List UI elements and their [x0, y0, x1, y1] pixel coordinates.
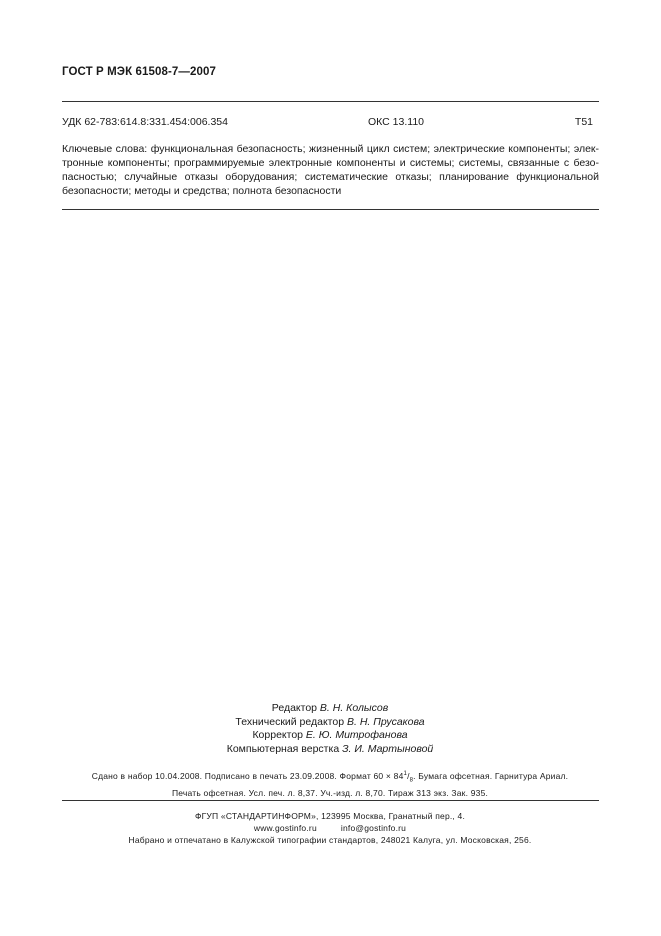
- credit-role: Корректор: [252, 729, 303, 741]
- printer-info: Набрано и отпечатано в Калужской типографии стандартов, 248021 Калуга, ул. Московская, 256.: [128, 835, 532, 845]
- publisher-address: ФГУП «СТАНДАРТИНФОРМ», 123995 Москва, Гранатный пер., 4.: [194, 811, 466, 821]
- standard-title: ГОСТ Р МЭК 61508-7—2007: [62, 66, 216, 78]
- keywords-line: пасностью; случайные отказы оборудования; систематические отказы; планирование функциональной: [62, 171, 599, 183]
- udk-code: УДК 62-783:614.8:331.454:006.354: [62, 116, 228, 128]
- credit-layout: [160, 743, 500, 757]
- credit-name: З. И. Мартыновой: [342, 742, 434, 755]
- publisher-website: www.gostinfo.ru: [253, 823, 317, 833]
- publisher-block: [40, 810, 620, 846]
- classification-row: [62, 116, 599, 128]
- print-info-line: Сдано в набор 10.04.2008. Подписано в печать 23.09.2008. Формат $60 \times 84^1/_8$. Бумага офсетная. Гарнитура Ариал.: [91, 770, 569, 784]
- credit-name: Е. Ю. Митрофанова: [305, 729, 408, 741]
- credit-role: Компьютерная верстка: [226, 742, 340, 755]
- print-info-text: Сдано в набор 10.04.2008. Подписано в печать 23.09.2008. Формат 60 × 84: [91, 770, 404, 781]
- top-divider: [62, 101, 599, 102]
- oks-code: ОКС 13.110: [368, 116, 425, 128]
- credit-name: В. Н. Колысов: [319, 702, 389, 714]
- keywords-line: безопасности; методы и средства; полнота безопасности: [62, 185, 342, 197]
- print-info-text: . Бумага офсетная. Гарнитура Ариал.: [413, 770, 569, 781]
- keywords-line: тронные компоненты; программируемые электронные компоненты и системы; системы, связанные с безо-: [62, 157, 599, 169]
- credits-block: [160, 702, 500, 756]
- publisher-divider: [62, 800, 599, 801]
- fraction-numerator: 1: [403, 771, 408, 777]
- print-info: [40, 768, 620, 799]
- fraction-denominator: 8: [409, 777, 414, 784]
- credit-name: В. Н. Прусакова: [346, 715, 425, 728]
- credit-tech-editor: [160, 716, 500, 730]
- print-info-line: Печать офсетная. Усл. печ. л. 8,37. Уч.-изд. л. 8,70. Тираж 313 экз. Зак. 935.: [171, 787, 489, 798]
- credit-proofreader: [160, 729, 500, 743]
- credit-editor: [160, 702, 500, 716]
- group-code: Т51: [574, 116, 593, 128]
- keywords-divider: [62, 209, 599, 210]
- keywords-block: [62, 142, 599, 198]
- keywords-line: Ключевые слова: функциональная безопасность; жизненный цикл систем; электрические компоненты; элек-: [62, 143, 599, 155]
- publisher-email: info@gostinfo.ru: [340, 823, 407, 833]
- publisher-contacts: [40, 822, 620, 834]
- credit-role: Редактор: [271, 702, 317, 714]
- credit-role: Технический редактор: [235, 715, 345, 728]
